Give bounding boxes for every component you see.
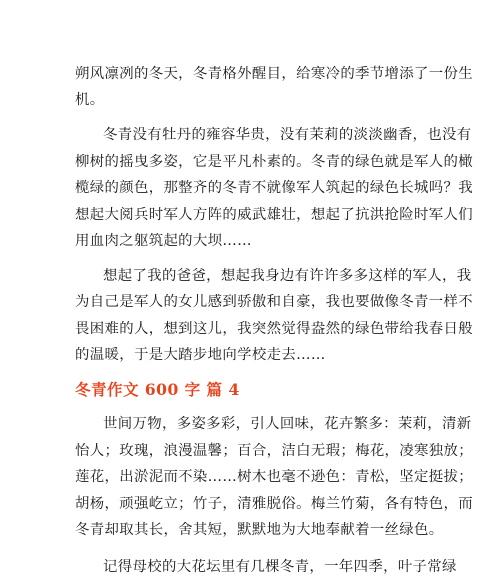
paragraph-2-line-4: 想起大阅兵时军人方阵的威武雄壮，想起了抗洪抢险时军人们	[75, 207, 473, 223]
paragraph-2-line-1: 冬青没有牡丹的雍容华贵，没有茉莉的淡淡幽香，也没有	[103, 127, 472, 143]
paragraph-3-line-2: 为自己是军人的女儿感到骄傲和自豪，我也要做像冬青一样不	[75, 294, 473, 310]
paragraph-4-line-2: 怡人；玫瑰，浪漫温馨；百合，洁白无瑕；梅花，凌寒独放；	[75, 443, 473, 459]
paragraph-3-line-3: 畏困难的人，想到这儿，我突然觉得盎然的绿色带给我春日般	[75, 321, 473, 337]
paragraph-2-line-2: 柳树的摇曳多姿，它是平凡朴素的。冬青的绿色就是军人的橄	[75, 154, 473, 170]
section-heading: 冬青作文 600 字 篇 4	[75, 380, 240, 399]
paragraph-5-line-1-partial: 记得母校的大花坛里有几棵冬青，一年四季，叶子常绿	[103, 559, 457, 575]
paragraph-3-line-1: 想起了我的爸爸，想起我身边有许许多多这样的军人，我	[103, 268, 472, 284]
paragraph-2-line-5: 用血肉之躯筑起的大坝……	[75, 233, 252, 249]
paragraph-3-line-4: 的温暖，于是大踏步地向学校走去……	[75, 347, 326, 363]
paragraph-4-line-5: 冬青却取其长，舍其短，默默地为大地奉献着一丝绿色。	[75, 522, 444, 538]
paragraph-2-line-3: 榄绿的颜色，那整齐的冬青不就像军人筑起的绿色长城吗？我	[75, 180, 473, 196]
paragraph-4-line-3: 莲花，出淤泥而不染……树木也毫不逊色：青松，坚定挺拔；	[75, 469, 473, 485]
paragraph-4-line-1: 世间万物，多姿多彩，引人回味，花卉繁多：茉莉，清新	[103, 416, 472, 432]
paragraph-1-line-2: 机。	[75, 92, 105, 108]
paragraph-1-line-1: 朔风凛冽的冬天，冬青格外醒目，给寒冷的季节增添了一份生	[75, 66, 473, 82]
paragraph-4-line-4: 胡杨，顽强屹立；竹子，清雅脱俗。梅兰竹菊，各有特色，而	[75, 496, 473, 512]
